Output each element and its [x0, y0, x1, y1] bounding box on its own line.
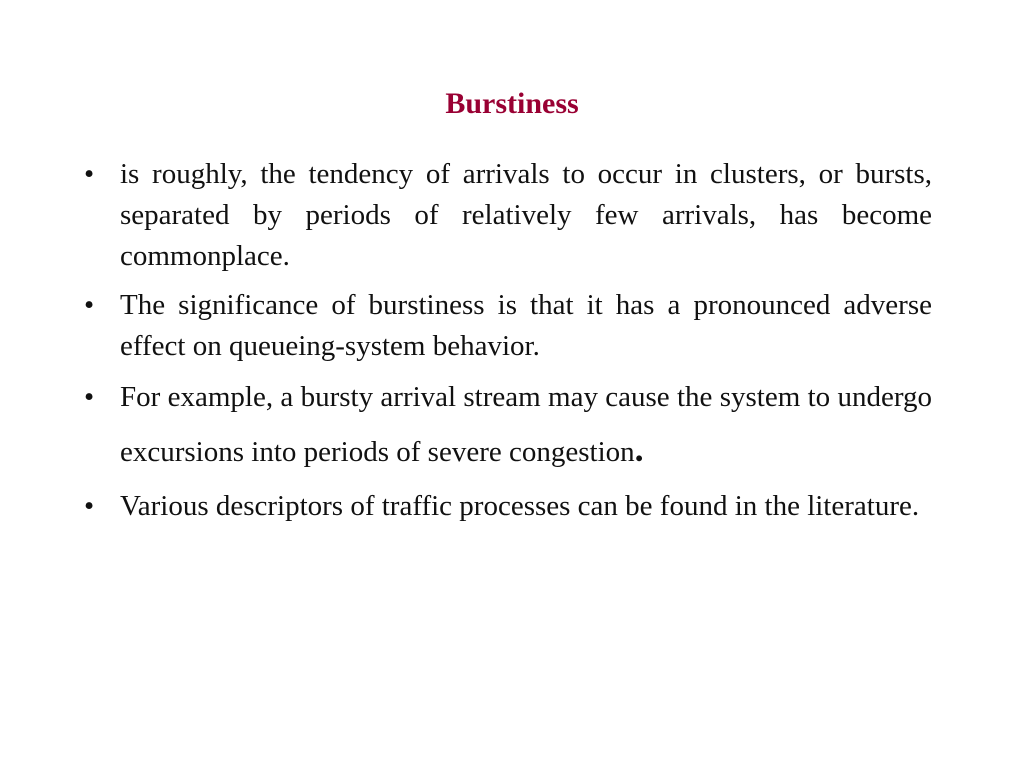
bullet-item: [82, 371, 932, 478]
bullet-list: [82, 154, 932, 535]
bullet-terminal-period: .: [634, 429, 644, 469]
bullet-text: is roughly, the tendency of arrivals to occur in clusters, or bursts, separated by periods of relatively few arrivals, has become commonplace.: [120, 158, 932, 272]
bullet-text-container: [120, 371, 932, 478]
bullet-marker: •: [84, 490, 95, 522]
bullet-item: [82, 486, 932, 527]
bullet-item: [82, 285, 932, 367]
bullet-item: [82, 154, 932, 277]
bullet-text: The significance of burstiness is that it has a pronounced adverse effect on queueing-system behavior.: [120, 289, 932, 362]
bullet-text: For example, a bursty arrival stream may cause the system to undergo excursions into periods of severe congestion: [120, 381, 932, 468]
bullet-marker: •: [84, 289, 95, 321]
slide-title: Burstiness: [445, 87, 579, 120]
bullet-marker: •: [84, 158, 95, 190]
bullet-marker: •: [84, 381, 95, 413]
bullet-text: Various descriptors of traffic processes can be found in the literature.: [120, 490, 920, 522]
